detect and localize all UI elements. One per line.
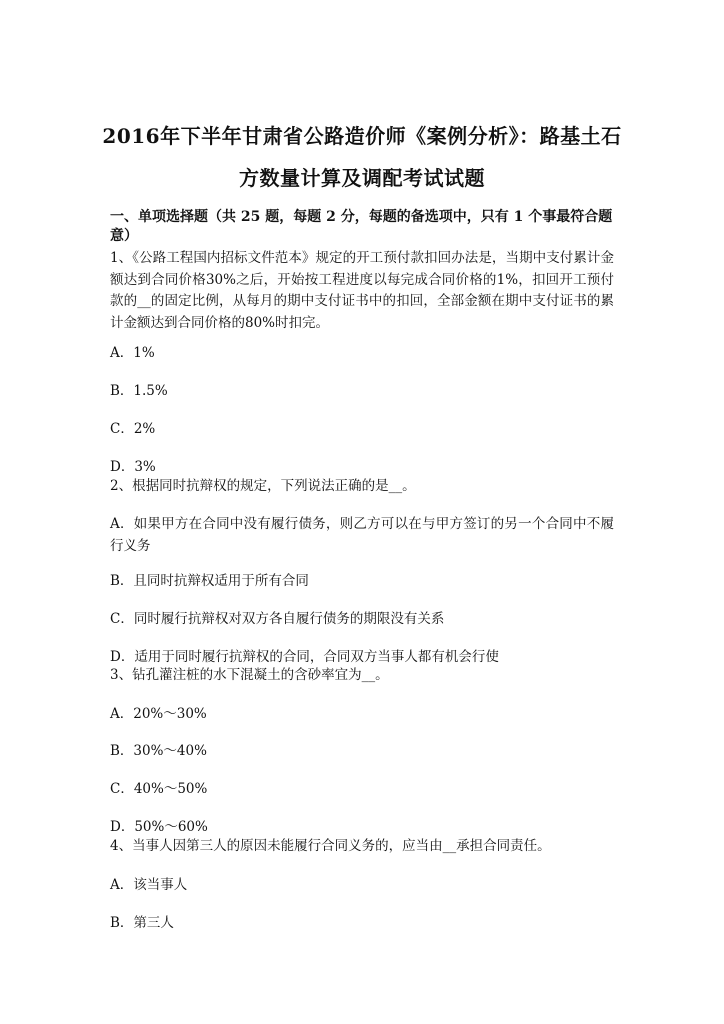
question-1-option-b: B．1.5% xyxy=(110,383,168,399)
question-3-option-a: A．20%～30% xyxy=(110,706,207,722)
question-2-stem: 2、根据同时抗辩权的规定，下列说法正确的是__。 xyxy=(110,478,416,494)
question-2-option-c: C．同时履行抗辩权对双方各自履行债务的期限没有关系 xyxy=(110,611,445,627)
question-2-option-a: A．如果甲方在合同中没有履行债务，则乙方可以在与甲方签订的另一个合同中不履行义务 xyxy=(110,516,614,554)
question-1-option-c: C．2% xyxy=(110,421,156,437)
question-4-option-a: A．该当事人 xyxy=(110,877,188,893)
question-3-option-c: C．40%～50% xyxy=(110,781,208,797)
document-title-line-2: 方数量计算及调配考试试题 xyxy=(239,166,485,190)
question-1-option-a: A．1% xyxy=(110,345,155,361)
section-heading: 一、单项选择题（共 25 题，每题 2 分，每题的备选项中，只有 1 个事最符合题意） xyxy=(110,209,613,244)
question-1-stem: 1、《公路工程国内招标文件范本》规定的开工预付款扣回办法是，当期中支付累计金额达到合同价格30%之后，开始按工程进度以每完成合同价格的1%，扣回开工预付款的__的固定比例，从每月的期中支付证书中的扣回，全部金额在期中支付证书的累计金额达到合同价格的80%时扣完。 xyxy=(110,250,614,331)
question-2-option-b: B．且同时抗辩权适用于所有合同 xyxy=(110,573,309,589)
question-4-option-b: B．第三人 xyxy=(110,915,174,931)
question-3-option-b: B．30%～40% xyxy=(110,743,207,759)
question-1-option-d: D．3% xyxy=(110,459,156,475)
document-title-line-1: 2016年下半年甘肃省公路造价师《案例分析》：路基土石 xyxy=(102,124,622,148)
question-2-option-d: D．适用于同时履行抗辩权的合同，合同双方当事人都有机会行使 xyxy=(110,649,499,665)
question-3-option-d: D．50%～60% xyxy=(110,819,208,835)
question-4-stem: 4、当事人因第三人的原因未能履行合同义务的，应当由__承担合同责任。 xyxy=(110,838,551,854)
question-3-stem: 3、钻孔灌注桩的水下混凝土的含砂率宜为__。 xyxy=(110,667,389,683)
